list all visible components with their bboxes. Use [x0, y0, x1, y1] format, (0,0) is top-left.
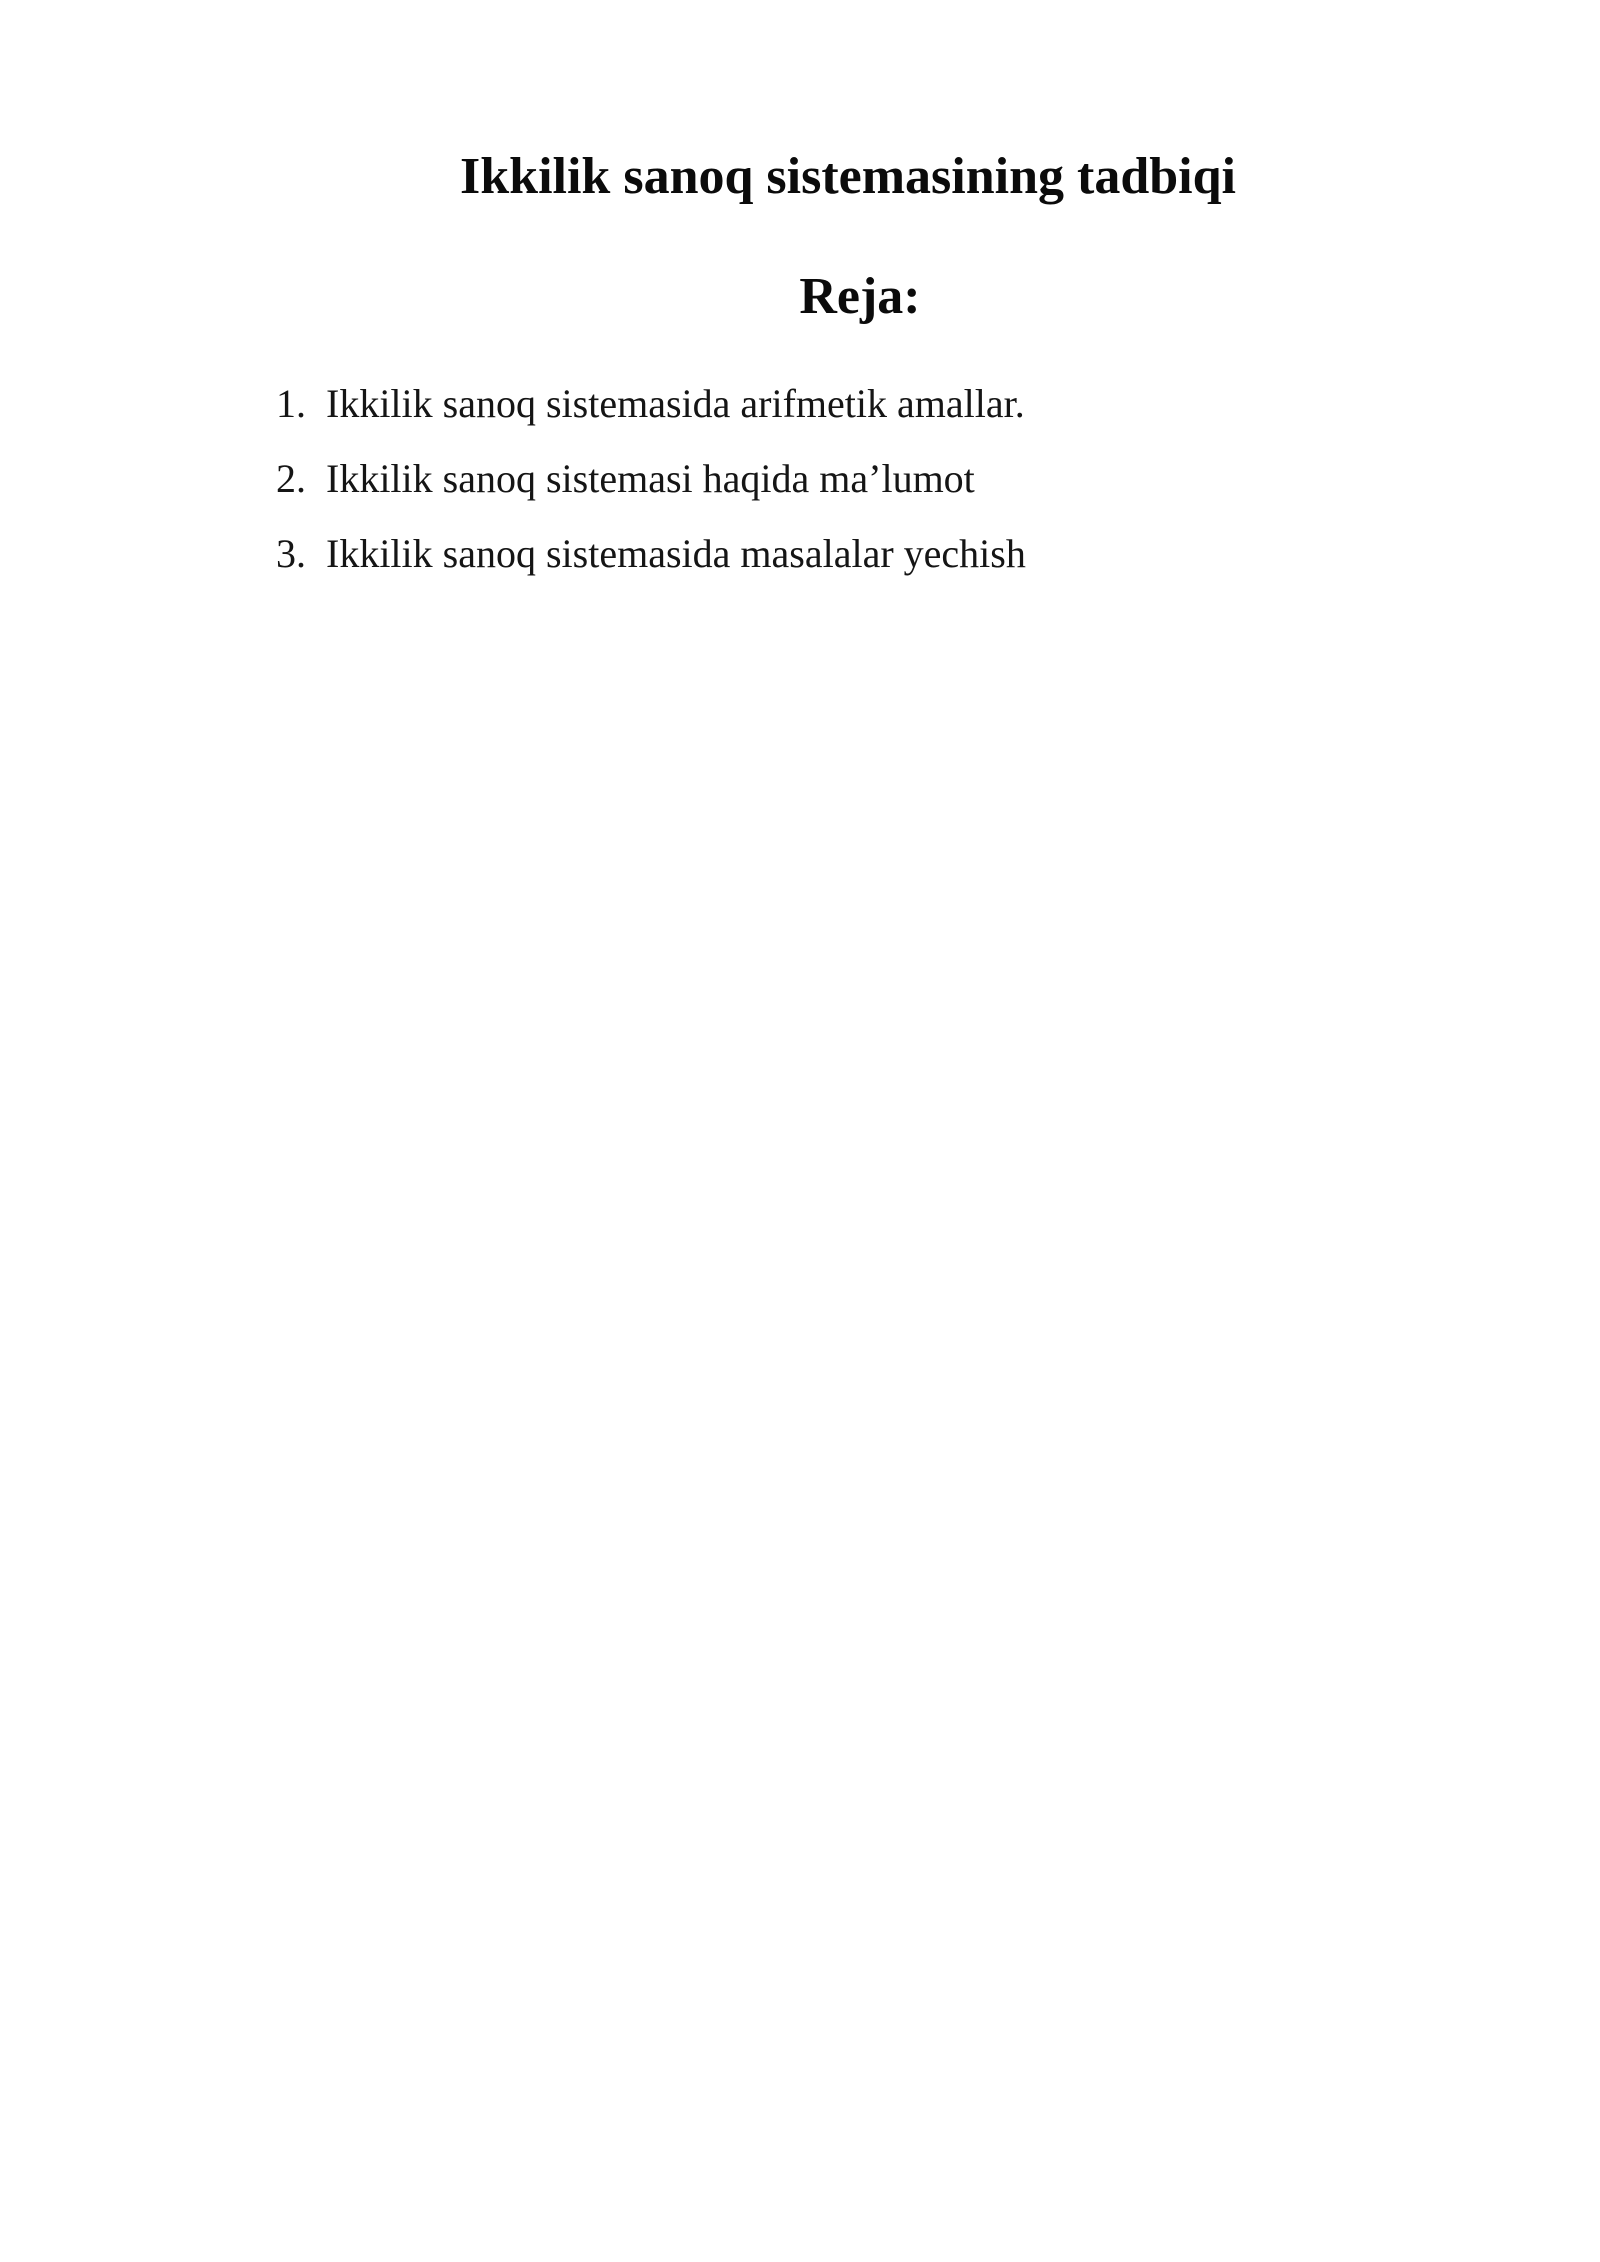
document-title: Ikkilik sanoq sistemasining tadbiqi [460, 148, 1236, 205]
list-item-text: Ikkilik sanoq sistemasi haqida ma’lumot [326, 456, 975, 501]
list-item-text: Ikkilik sanoq sistemasida masalalar yechish [326, 531, 1026, 576]
plan-heading: Reja: [799, 268, 921, 325]
list-item-number: 2. [276, 456, 306, 501]
plan-list [276, 380, 1026, 605]
list-item [276, 380, 1026, 455]
list-item [276, 455, 1026, 530]
list-item [276, 530, 1026, 605]
list-item-number: 3. [276, 531, 306, 576]
list-item-text: Ikkilik sanoq sistemasida arifmetik amallar. [326, 381, 1025, 426]
list-item-number: 1. [276, 381, 306, 426]
